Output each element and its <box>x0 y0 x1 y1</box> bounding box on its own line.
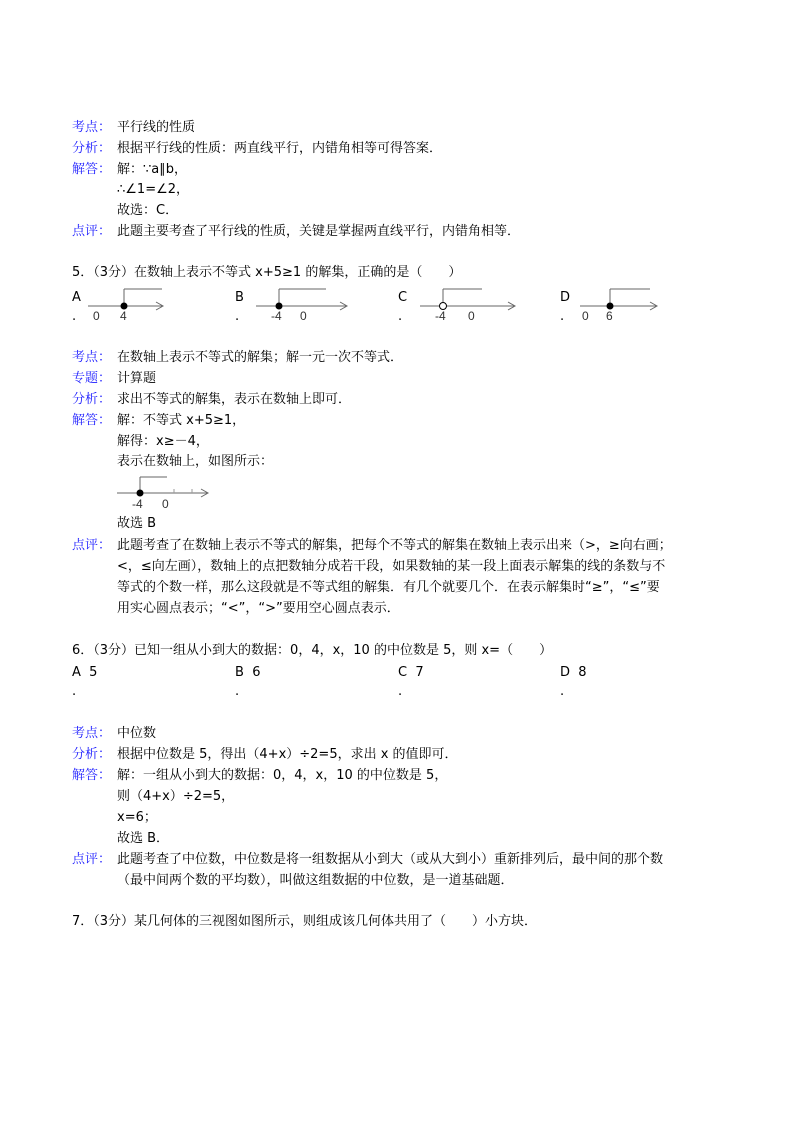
number-line-figure <box>256 286 351 322</box>
option-dot: . <box>72 684 77 699</box>
q5-stem: 5．（3分）在数轴上表示不等式 x+5≥1 的解集，正确的是（ ） <box>72 265 462 280</box>
tick-label: 0 <box>300 309 307 323</box>
option-letter: D <box>560 665 571 680</box>
option-letter: B <box>235 665 244 680</box>
q4-jieda-line: ∴∠1=∠2， <box>117 182 190 197</box>
number-line-figure <box>420 286 520 322</box>
q5-jieda-line: 解：不等式 x+5≥1， <box>117 413 246 428</box>
option-value: 7 <box>415 665 424 680</box>
q4-dianping: 此题主要考查了平行线的性质，关键是掌握两直线平行，内错角相等． <box>117 224 521 239</box>
q6-kaodian: 中位数 <box>117 726 157 741</box>
label-dianping: 点评： <box>72 224 112 239</box>
q6-jieda-line: 故选 B． <box>117 831 170 846</box>
label-fenxi: 分析： <box>72 141 112 156</box>
number-line-figure <box>88 286 168 322</box>
label-jieda: 解答： <box>72 413 112 428</box>
q6-jieda-line: 则（4+x）÷2=5， <box>117 789 235 804</box>
q5-jieda-line: 表示在数轴上，如图所示： <box>117 454 274 469</box>
option-letter: B <box>235 290 244 305</box>
q4-fenxi: 根据平行线的性质：两直线平行，内错角相等可得答案． <box>117 141 443 156</box>
tick-label: 0 <box>582 309 589 323</box>
q4-kaodian: 平行线的性质 <box>117 120 196 135</box>
label-fenxi: 分析： <box>72 392 112 407</box>
q4-jieda-line: 解：∵a∥b， <box>117 162 187 177</box>
tick-label: 0 <box>93 309 100 323</box>
solution-number-line <box>117 475 212 511</box>
label-dianping: 点评： <box>72 538 112 553</box>
tick-label: 4 <box>120 309 127 323</box>
option-dot: . <box>398 309 403 324</box>
option-letter: C <box>398 665 408 680</box>
label-jieda: 解答： <box>72 162 112 177</box>
q5-zhuanti: 计算题 <box>117 371 157 386</box>
label-fenxi: 分析： <box>72 747 112 762</box>
option-dot: . <box>560 684 565 699</box>
label-kaodian: 考点： <box>72 726 112 741</box>
tick-label: 6 <box>606 309 613 323</box>
option-dot: . <box>560 309 565 324</box>
q5-kaodian: 在数轴上表示不等式的解集；解一元一次不等式． <box>117 350 404 365</box>
option-letter: A <box>72 665 81 680</box>
q6-jieda-line: x=6； <box>117 810 157 825</box>
q6-stem: 6．（3分）已知一组从小到大的数据：0，4，x，10 的中位数是 5，则 x=（ ） <box>72 643 553 658</box>
q6-fenxi: 根据中位数是 5，得出（4+x）÷2=5，求出 x 的值即可． <box>117 747 458 762</box>
option-value: 5 <box>89 665 98 680</box>
label-kaodian: 考点： <box>72 350 112 365</box>
q5-dianping-line: 此题考查了在数轴上表示不等式的解集，把每个不等式的解集在数轴上表示出来（>，≥向右画； <box>117 538 672 553</box>
q5-dianping-line: 等式的个数一样，那么这段就是不等式组的解集．有几个就要几个．在表示解集时“≥”，“≤”要 <box>117 580 660 595</box>
option-dot: . <box>72 309 77 324</box>
q5-jieda-line: 故选 B <box>117 516 157 531</box>
label-dianping: 点评： <box>72 852 112 867</box>
q6-dianping-line: 此题考查了中位数，中位数是将一组数据从小到大（或从大到小）重新排列后，最中间的那个数 <box>117 852 664 867</box>
q5-jieda-line: 解得：x≥－4， <box>117 434 209 449</box>
label-kaodian: 考点： <box>72 120 112 135</box>
option-value: 6 <box>252 665 261 680</box>
number-line-figure <box>580 286 662 322</box>
tick-label: 0 <box>162 497 169 511</box>
option-letter: D <box>560 290 571 305</box>
q6-jieda-line: 解：一组从小到大的数据：0，4，x，10 的中位数是 5， <box>117 768 448 783</box>
q5-dianping-line: <，≤向左画），数轴上的点把数轴分成若干段，如果数轴的某一段上面表示解集的线的条数与不 <box>117 559 666 574</box>
option-letter: A <box>72 290 81 305</box>
tick-label: -4 <box>271 309 282 323</box>
label-jieda: 解答： <box>72 768 112 783</box>
option-letter: C <box>398 290 408 305</box>
option-dot: . <box>235 684 240 699</box>
label-zhuanti: 专题： <box>72 371 112 386</box>
q7-stem: 7．（3分）某几何体的三视图如图所示，则组成该几何体共用了（ ）小方块． <box>72 914 538 929</box>
q5-fenxi: 求出不等式的解集，表示在数轴上即可． <box>117 392 352 407</box>
q5-dianping-line: 用实心圆点表示；“<”，“>”要用空心圆点表示． <box>117 601 400 616</box>
option-dot: . <box>235 309 240 324</box>
option-value: 8 <box>578 665 587 680</box>
tick-label: -4 <box>435 309 446 323</box>
q6-dianping-line: （最中间两个数的平均数），叫做这组数据的中位数，是一道基础题． <box>117 873 514 888</box>
q4-jieda-line: 故选：C． <box>117 203 179 218</box>
option-dot: . <box>398 684 403 699</box>
tick-label: -4 <box>132 497 143 511</box>
tick-label: 0 <box>468 309 475 323</box>
